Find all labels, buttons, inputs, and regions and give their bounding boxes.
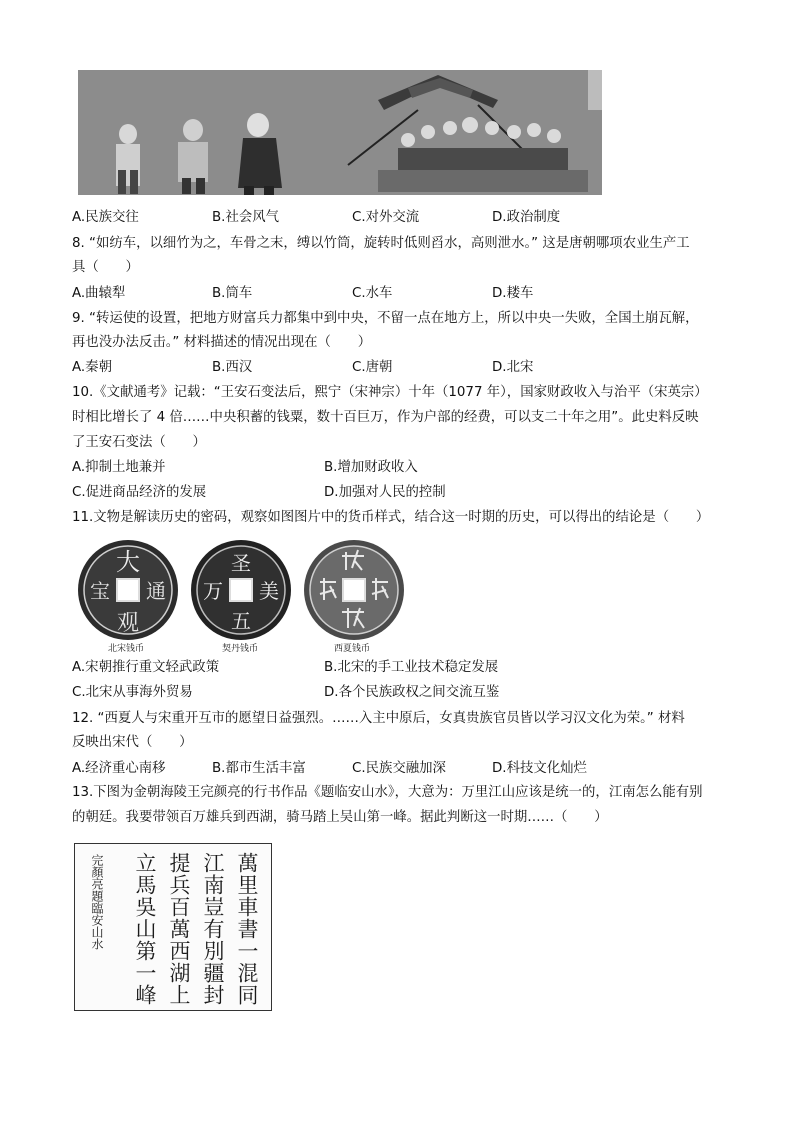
q11-option-d: D.各个民族政权之间交流互鉴 [324,685,500,700]
coin2-caption: 契丹钱币 [222,644,259,654]
calli-col-2: 江南豈有別疆封 [201,852,225,1006]
q9-option-c: C.唐朝 [352,360,393,375]
q12-option-c: C.民族交融加深 [352,761,446,776]
q11-option-b: B.北宋的手工业技术稳定发展 [324,660,499,675]
q10-option-a: A.抑制土地兼并 [72,460,166,475]
mural-image [78,70,602,195]
q9-option-d: D.北宋 [492,360,534,375]
calli-signature: 完顏亮題臨安山水 [90,854,104,950]
q11-option-a: A.宋朝推行重文轻武政策 [72,660,220,675]
mural-illustration [78,70,602,195]
calli-col-4: 立馬吳山第一峰 [133,852,157,1006]
calli-col-3: 提兵百萬西湖上 [167,852,191,1006]
coin1-char-bottom: 观 [116,611,140,636]
q10-option-c: C.促进商品经济的发展 [72,485,207,500]
q10-option-b: B.增加财政收入 [324,460,418,475]
coin3-caption: 西夏钱币 [334,644,371,654]
q11-option-c: C.北宋从事海外贸易 [72,685,193,700]
coin2-char-top: 圣 [231,551,251,575]
q8-option-d: D.耧车 [492,286,534,301]
calli-col-1: 萬里車書一混同 [235,852,259,1006]
coin2-char-left: 万 [203,579,223,603]
q9-stem-line1: 9. “转运使的设置，把地方财富兵力都集中到中央，不留一点在地方上，所以中央一失败，全国土崩瓦解， [72,311,699,326]
q13-stem-line1: 13.下图为金朝海陵王完颜亮的行书作品《题临安山水》，大意为：万里江山应该是统一的，江南怎么能有别 [72,785,703,800]
q9-option-a: A.秦朝 [72,360,112,375]
q10-option-d: D.加强对人民的控制 [324,485,446,500]
coin2-char-bottom: 五 [231,609,251,633]
q9-option-b: B.西汉 [212,360,253,375]
coin1-caption: 北宋钱币 [108,644,145,654]
q12-stem-line1: 12. “西夏人与宋重开互市的愿望日益强烈。……入主中原后，女真贵族官员皆以学习汉文化为荣。” 材料 [72,711,685,726]
q11-stem-line1: 11.文物是解读历史的密码，观察如图图片中的货币样式，结合这一时期的历史，可以得出的结论是（ ） [72,510,710,525]
q10-stem-line2: 时相比增长了 4 倍……中央积蓄的钱粟，数十百巨万，作为户部的经费，可以支二十年之用”。此史料反映 [72,410,699,425]
calligraphy-image [74,843,272,1011]
q7-option-b: B.社会风气 [212,210,280,225]
q8-stem-line1: 8. “如纺车，以细竹为之，车骨之末，缚以竹筒，旋转时低则舀水，高则泄水。” 这是唐朝哪项农业生产工 [72,236,690,251]
q7-option-c: C.对外交流 [352,210,420,225]
q8-stem-line2: 具（ ） [72,260,139,275]
q7-option-a: A.民族交往 [72,210,139,225]
q10-stem-line1: 10.《文献通考》记载：“王安石变法后，熙宁（宋神宗）十年（1077 年），国家财政收入与治平（宋英宗） [72,385,708,400]
q12-stem-line2: 反映出宋代（ ） [72,735,193,750]
q8-option-c: C.水车 [352,286,393,301]
q8-option-a: A.曲辕犁 [72,286,126,301]
q12-option-a: A.经济重心南移 [72,761,166,776]
coin-western-xia [302,538,406,646]
q9-stem-line2: 再也没办法反击。” 材料描述的情况出现在（ ） [72,335,372,350]
q12-option-d: D.科技文化灿烂 [492,761,587,776]
coin-khitan [189,538,293,646]
q7-option-d: D.政治制度 [492,210,561,225]
calligraphy-columns [75,844,271,1010]
coin-northern-song [76,538,180,646]
coin1-char-right: 通 [146,579,166,603]
coin1-char-left: 宝 [90,579,110,603]
coin1-char-top: 大 [116,548,140,576]
coin2-char-right: 美 [259,579,279,603]
q8-option-b: B.筒车 [212,286,253,301]
q12-option-b: B.都市生活丰富 [212,761,306,776]
q10-stem-line3: 了王安石变法（ ） [72,435,206,450]
q13-stem-line2: 的朝廷。我要带领百万雄兵到西湖，骑马踏上吴山第一峰。据此判断这一时期……（ ） [72,810,608,825]
